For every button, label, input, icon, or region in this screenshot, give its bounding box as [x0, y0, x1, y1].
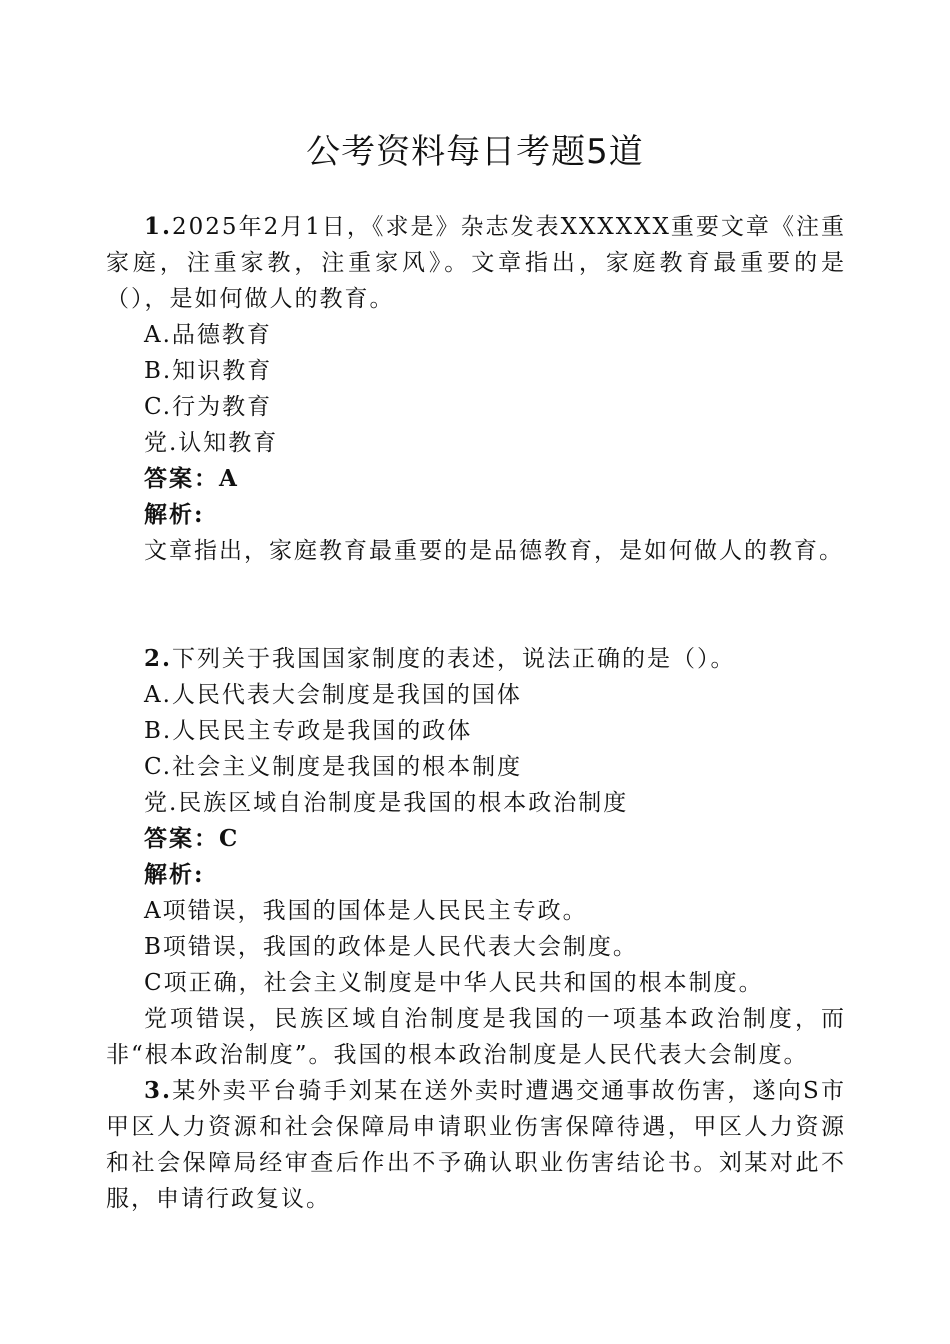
- question-2-text: 下列关于我国国家制度的表述，说法正确的是（）。: [172, 646, 736, 672]
- question-2-answer: 答案：C: [144, 825, 240, 852]
- question-2-analysis-label: 解析:: [144, 861, 205, 888]
- question-1-option-c: C.行为教育: [144, 394, 273, 420]
- question-3-number: 3.: [144, 1077, 173, 1104]
- question-1-answer: 答案：A: [144, 465, 239, 492]
- question-2-analysis-line: B项错误，我国的政体是人民代表大会制度。: [144, 934, 638, 960]
- document-body: [106, 209, 846, 1217]
- question-3-text: 某外卖平台骑手刘某在送外卖时遭遇交通事故伤害，遂向S市甲区人力资源和社会保障局申请职业伤害保障待遇，甲区人力资源和社会保障局经审查后作出不予确认职业伤害结论书。刘某对此不服，申请行政复议。: [106, 1078, 846, 1212]
- question-2-number: 2.: [144, 645, 173, 672]
- section-spacer: [106, 569, 846, 641]
- question-1-stem: [106, 209, 846, 317]
- question-2-option-d: 党.民族区域自治制度是我国的根本政治制度: [144, 790, 629, 816]
- question-1-analysis-line: 文章指出，家庭教育最重要的是品德教育，是如何做人的教育。: [144, 538, 844, 564]
- question-2-analysis-line: 党项错误，民族区域自治制度是我国的一项基本政治制度，而非“根本政治制度”。我国的根本政治制度是人民代表大会制度。: [106, 1006, 846, 1068]
- question-1-analysis-label: 解析:: [144, 501, 205, 528]
- question-1-option-a: A.品德教育: [144, 322, 272, 348]
- question-1-text: 2025年2月1日，《求是》杂志发表XXXXXX重要文章《注重家庭，注重家教，注重家风》。文章指出，家庭教育最重要的是（），是如何做人的教育。: [106, 214, 846, 312]
- question-1-option-b: B.知识教育: [144, 358, 273, 384]
- question-2-option-a: A.人民代表大会制度是我国的国体: [144, 682, 522, 708]
- question-2-option-b: B.人民民主专政是我国的政体: [144, 718, 473, 744]
- question-1-number: 1.: [144, 213, 173, 240]
- question-3-stem: [106, 1073, 846, 1217]
- question-2-option-c: C.社会主义制度是我国的根本制度: [144, 754, 523, 780]
- question-1-option-d: 党.认知教育: [144, 430, 279, 456]
- question-2-analysis-line: A项错误，我国的国体是人民民主专政。: [144, 898, 588, 924]
- question-2-analysis-line: C项正确，社会主义制度是中华人民共和国的根本制度。: [144, 970, 764, 996]
- page-title: 公考资料每日考题5道: [306, 132, 644, 172]
- question-2-stem: [106, 641, 846, 677]
